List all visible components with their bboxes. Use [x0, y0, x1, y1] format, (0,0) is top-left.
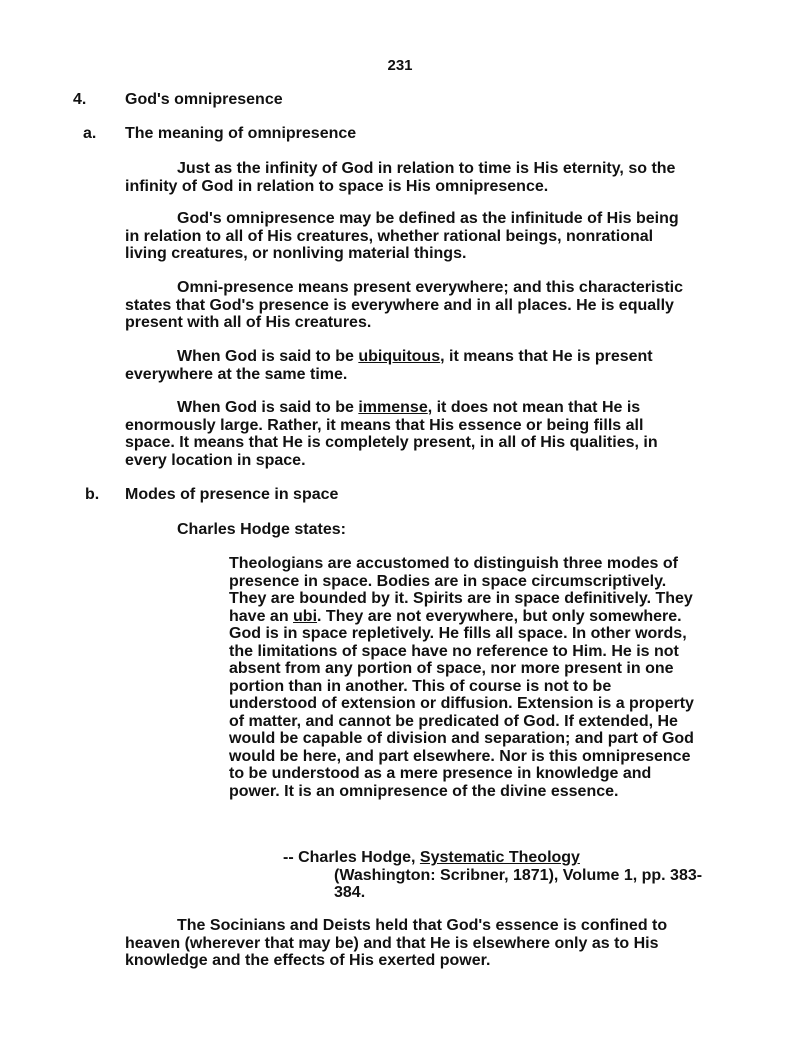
paragraph-eternity: Just as the infinity of God in relation to time is His eternity, so the infinity of God in relation to space is His omnipresence. — [125, 160, 676, 195]
book-title: Systematic Theology — [419, 849, 580, 866]
text-run: , it does not mean that He is enormously large. Rather, it means that His essence or being fills all space. It means that He is completely present, in all of His qualities, in every location in space. — [125, 399, 658, 469]
subsection-letter: b. — [85, 486, 100, 503]
page-number: 231 — [387, 57, 413, 74]
underlined-term: ubi — [293, 607, 318, 625]
section-number: 4. — [73, 91, 87, 108]
text-run: Theologians are accustomed to distinguish three modes of presence in space. Bodies are in space circumscriptively. They are bounded by it. Spirits are in space definitively. They have an — [229, 555, 693, 625]
paragraph-ubiquitous — [125, 348, 695, 383]
text-run: . They are not everywhere, but only somewhere. God is in space repletively. He fills all space. In other words, the limitations of space have no reference to Him. He is not absent from any portion of space, nor more present in one portion than in another. This of course is not to be understood of extension or diffusion. Extension is a property of matter, and cannot be predicated of God. If extended, He would be capable of division and separation; and part of God would be here, and part elsewhere. Nor is this omnipresence to be understood as a mere presence in knowledge and power. It is an omnipresence of the divine essence. — [229, 607, 694, 800]
text-run: When God is said to be — [177, 399, 359, 416]
paragraph-socinians: The Socinians and Deists held that God's essence is confined to heaven (wherever that may be) and that He is elsewhere only as to His knowledge and the effects of His exerted power. — [125, 917, 668, 969]
subsection-title: The meaning of omnipresence — [125, 125, 357, 142]
paragraph-immense — [125, 399, 695, 469]
section-b-heading — [0, 486, 800, 506]
paragraph-definition: God's omnipresence may be defined as the infinitude of His being in relation to all of His creatures, whether rational beings, nonrational living creatures, or nonliving material things. — [125, 210, 679, 262]
quote-intro: Charles Hodge states: — [177, 521, 346, 538]
text-run: When God is said to be — [177, 348, 359, 365]
underlined-term: immense — [358, 399, 428, 416]
section-4-heading — [0, 91, 800, 111]
block-quote — [229, 555, 695, 800]
text-run: , it means that He is present everywhere at the same time. — [125, 348, 653, 383]
underlined-term: ubiquitous — [358, 348, 441, 365]
citation — [283, 849, 703, 902]
subsection-letter: a. — [83, 125, 97, 142]
subsection-title: Modes of presence in space — [125, 486, 339, 503]
citation-prefix: -- Charles Hodge, — [283, 849, 420, 866]
citation-details: (Washington: Scribner, 1871), Volume 1, pp. 383-384. — [334, 866, 703, 901]
section-a-heading — [0, 125, 800, 145]
section-title: God's omnipresence — [125, 91, 283, 108]
paragraph-omni-presence: Omni-presence means present everywhere; and this characteristic states that God's presence is everywhere and in all places. He is equally present with all of His creatures. — [125, 279, 683, 331]
